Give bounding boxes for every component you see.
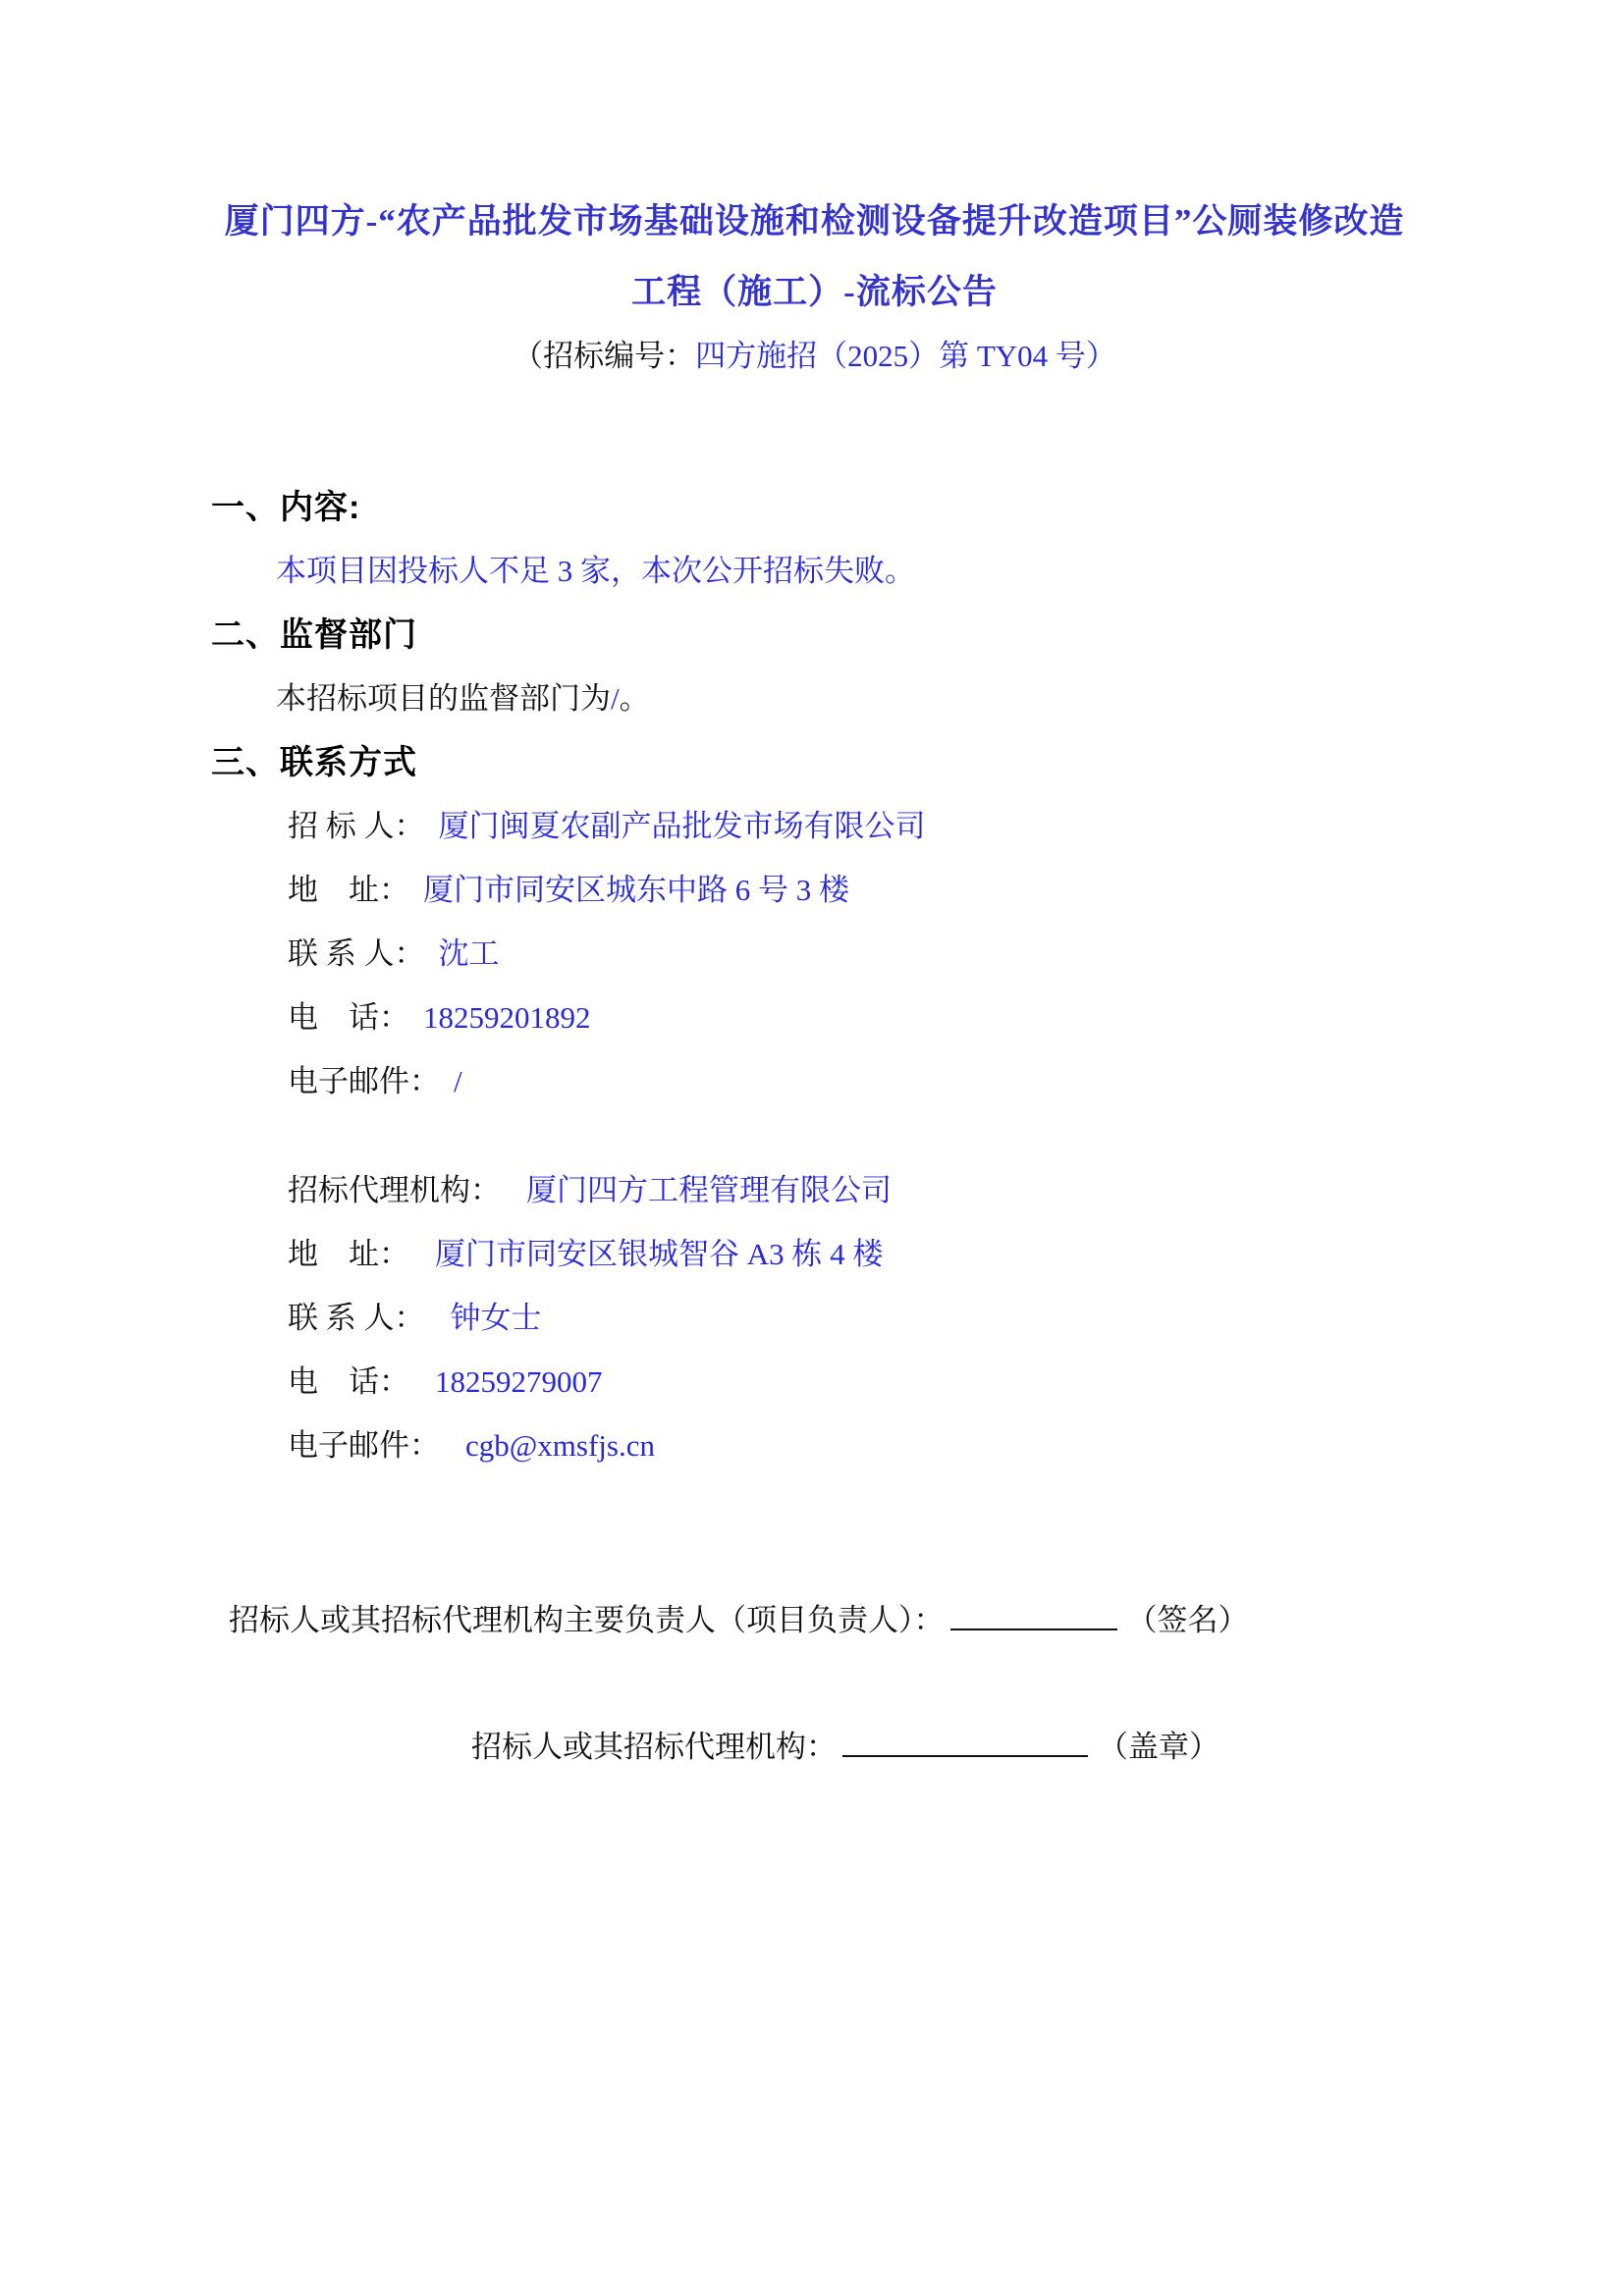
signature-line-principal — [229, 1597, 1418, 1643]
contact-label: 联 系 人 — [288, 1301, 395, 1335]
contact-label: 招标代理机构 — [288, 1173, 470, 1207]
contact-row-agency-address — [211, 1232, 1418, 1277]
contact-value: 厦门市同安区银城智谷 A3 栋 4 楼 — [435, 1237, 884, 1271]
contact-row-agency-person — [211, 1296, 1418, 1341]
supervision-body-value: / — [611, 681, 620, 716]
contact-row-tenderer-email — [211, 1059, 1418, 1104]
supervision-body-suffix: 。 — [619, 681, 650, 716]
contact-label: 电 话 — [288, 1364, 379, 1399]
tender-number-line — [211, 328, 1418, 385]
seal-blank — [842, 1724, 1088, 1757]
contact-row-tenderer-name — [211, 804, 1418, 849]
label-colon: ： — [379, 1364, 409, 1399]
signature-footer — [211, 1597, 1418, 1770]
contact-row-tenderer-address — [211, 868, 1418, 913]
section-heading-supervision: 二、监督部门 — [211, 616, 417, 654]
body-sections — [211, 485, 1418, 1468]
contact-value: 厦门闽夏农副产品批发市场有限公司 — [438, 809, 926, 843]
contact-label: 地 址 — [288, 1237, 379, 1271]
signature-line-organization — [471, 1724, 1418, 1770]
contact-row-tenderer-phone — [211, 995, 1418, 1041]
contact-value: / — [454, 1064, 462, 1098]
section-heading-content: 一、内容: — [211, 489, 361, 526]
contact-label: 电子邮件 — [288, 1064, 409, 1098]
contact-label: 电子邮件 — [288, 1428, 409, 1463]
contact-row-tenderer-person — [211, 932, 1418, 977]
contact-row-agency-phone — [211, 1360, 1418, 1405]
label-colon: ： — [379, 1237, 409, 1271]
label-colon: ： — [394, 809, 425, 843]
document-title-line1: 厦门四方-“农产品批发市场基础设施和检测设备提升改造项目”公厕装修改造 — [224, 202, 1405, 240]
contact-value: 沈工 — [438, 936, 500, 971]
label-colon: ： — [394, 936, 425, 971]
tenderer-contact-block — [211, 804, 1418, 1104]
label-colon: ： — [409, 1064, 440, 1098]
contact-label: 电 话 — [288, 1000, 379, 1035]
section-heading-contact: 三、联系方式 — [211, 744, 417, 781]
signature-line1-suffix: （签名） — [1126, 1603, 1249, 1637]
label-colon: ： — [379, 1000, 409, 1035]
contact-row-agency-email — [211, 1423, 1418, 1468]
signature-line2-label: 招标人或其招标代理机构： — [471, 1730, 837, 1764]
contact-value: 18259201892 — [423, 1000, 591, 1035]
signature-blank — [950, 1597, 1117, 1630]
label-colon: ： — [470, 1173, 501, 1207]
contact-value: 18259279007 — [435, 1364, 603, 1399]
label-colon: ： — [394, 1301, 425, 1335]
label-colon: ： — [409, 1428, 440, 1463]
tender-number-label: （招标编号： — [513, 339, 696, 373]
title-block — [211, 187, 1418, 385]
contact-label: 联 系 人 — [288, 936, 395, 971]
signature-line2-suffix: （盖章） — [1098, 1730, 1219, 1764]
contact-value: 钟女士 — [450, 1301, 542, 1335]
contact-value: 厦门市同安区城东中路 6 号 3 楼 — [423, 873, 849, 907]
contact-label: 地 址 — [288, 873, 379, 907]
contact-row-agency-name — [211, 1168, 1418, 1213]
supervision-body — [211, 676, 1418, 721]
label-colon: ： — [379, 873, 409, 907]
contact-value: 厦门四方工程管理有限公司 — [526, 1173, 892, 1207]
tender-number-value: 四方施招（2025）第 TY04 号） — [695, 339, 1116, 373]
supervision-body-prefix: 本招标项目的监督部门为 — [276, 681, 611, 716]
document-title-line2: 工程（施工）-流标公告 — [631, 273, 998, 311]
content-body: 本项目因投标人不足 3 家，本次公开招标失败。 — [276, 554, 915, 588]
contact-value: cgb@xmsfjs.cn — [465, 1428, 655, 1463]
signature-line1-label: 招标人或其招标代理机构主要负责人（项目负责人）： — [229, 1603, 945, 1637]
contact-label: 招 标 人 — [288, 809, 395, 843]
agency-contact-block — [211, 1168, 1418, 1468]
